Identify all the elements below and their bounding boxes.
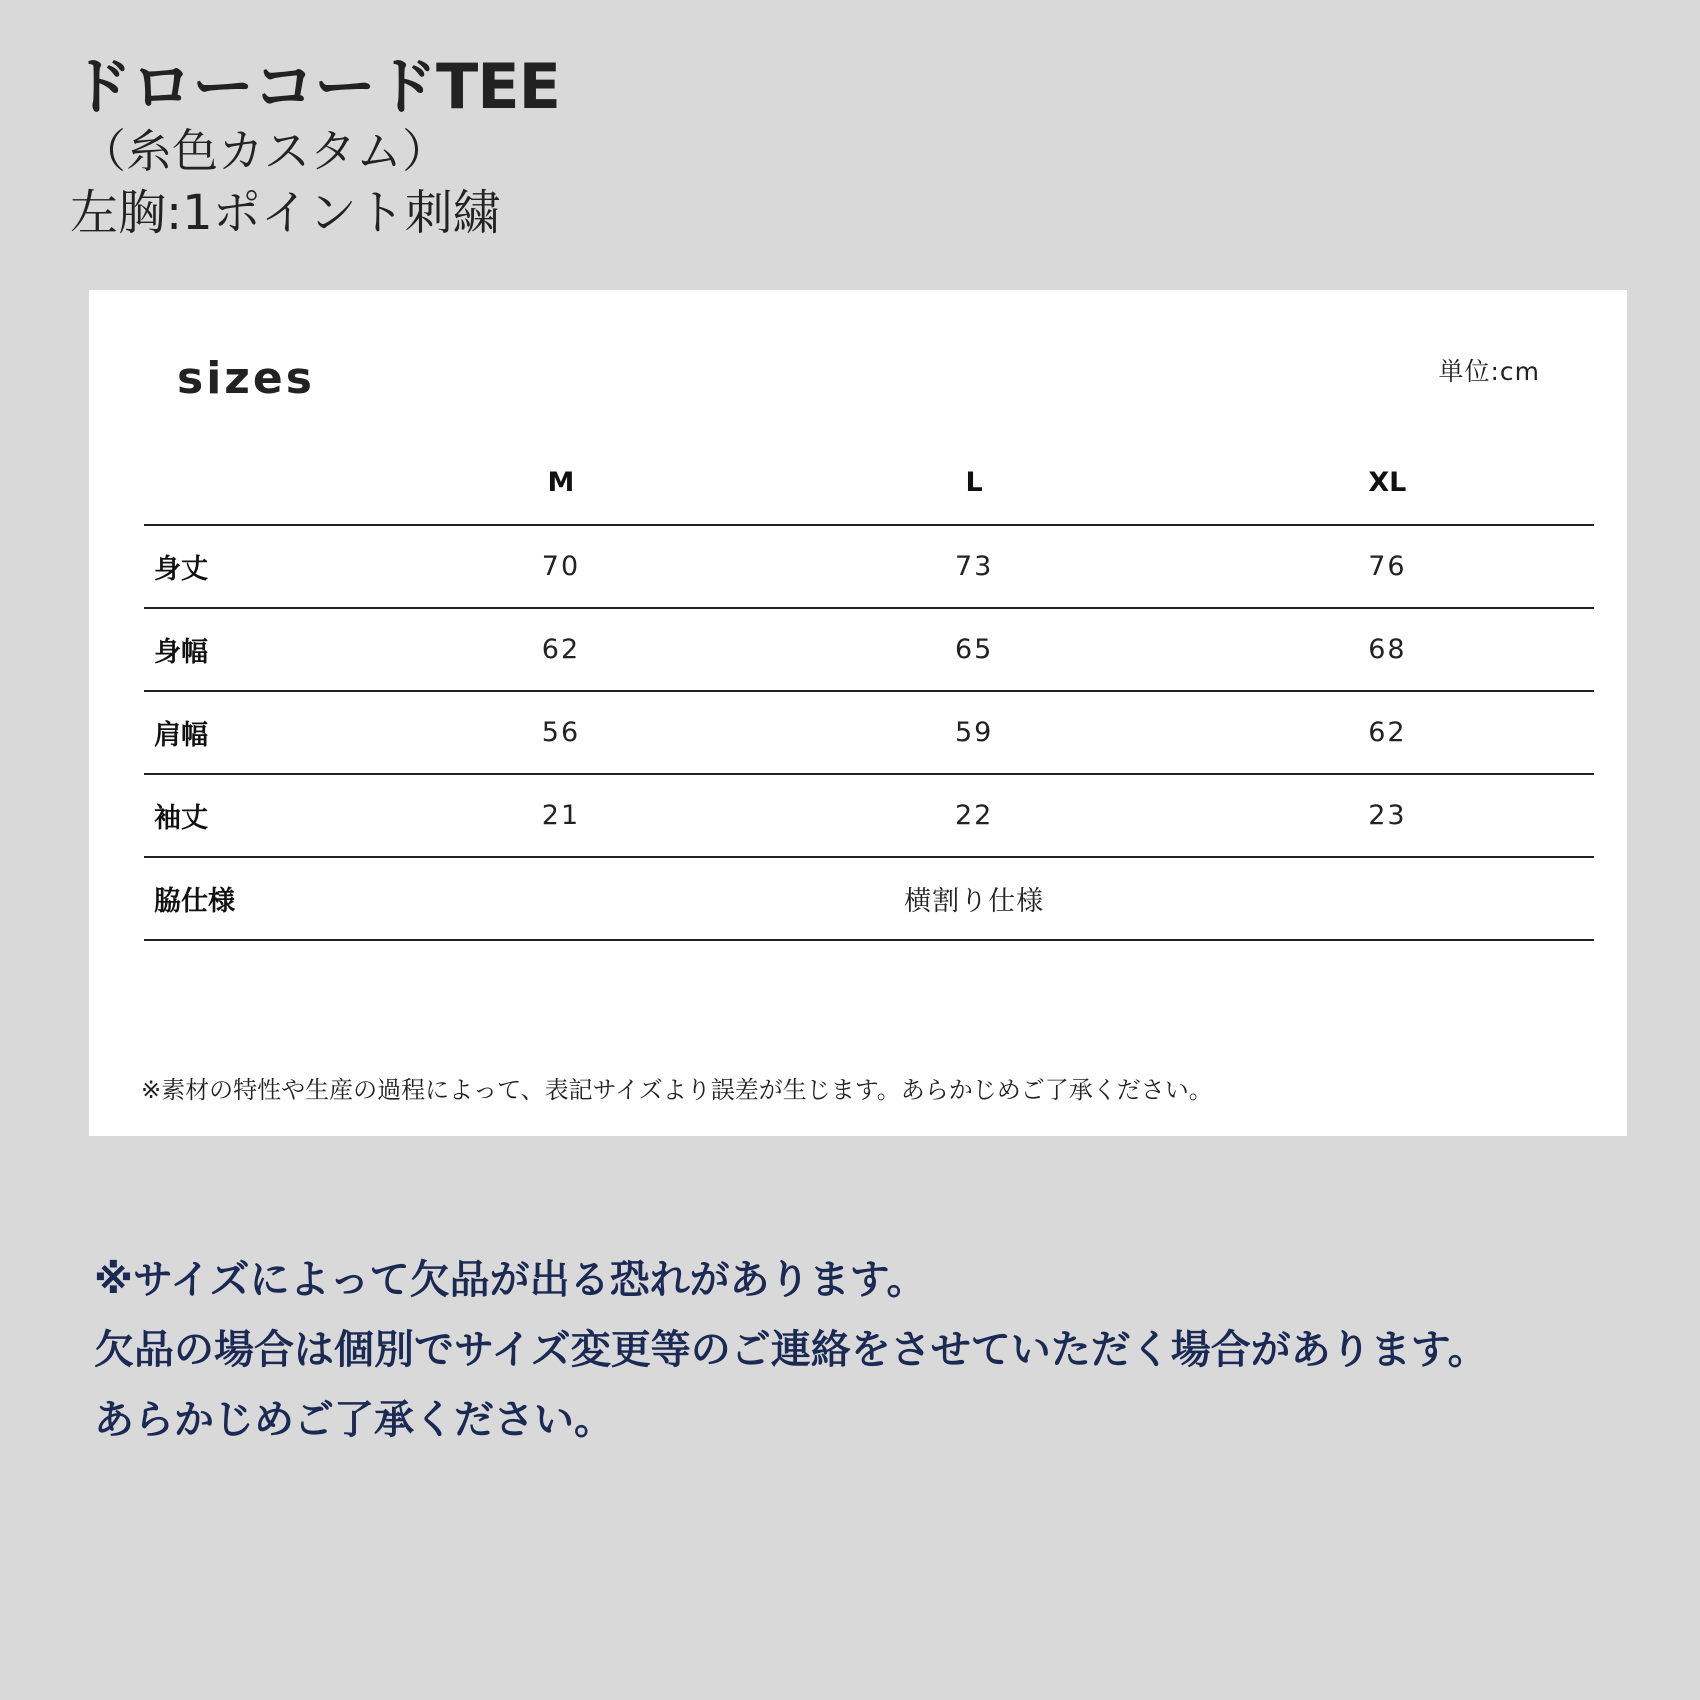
row-label: 身幅 (144, 608, 354, 691)
cell-value: 68 (1181, 608, 1594, 691)
column-header-blank (144, 440, 354, 525)
sizes-heading: sizes (177, 353, 315, 404)
row-label: 身丈 (144, 525, 354, 608)
cell-value: 73 (768, 525, 1181, 608)
column-header-m: M (354, 440, 767, 525)
cell-value: 70 (354, 525, 767, 608)
cell-value: 56 (354, 691, 767, 774)
table-row-shoulder-width (144, 691, 1594, 774)
embroidery-placement: 左胸:1ポイント刺繍 (70, 185, 501, 241)
size-chart-card (89, 290, 1627, 1136)
unit-label: 単位:cm (1438, 357, 1540, 386)
product-subtitle: （糸色カスタム） (80, 124, 448, 178)
cell-value: 62 (1181, 691, 1594, 774)
table-row-side-spec (144, 857, 1594, 940)
product-header (70, 52, 770, 244)
notice-line: ※サイズによって欠品が出る恐れがあります。 (94, 1257, 927, 1303)
cell-value: 21 (354, 774, 767, 857)
stock-notice (94, 1245, 1684, 1455)
column-header-l: L (768, 440, 1181, 525)
cell-value: 65 (768, 608, 1181, 691)
side-spec-value: 横割り仕様 (354, 857, 1594, 940)
notice-line: 欠品の場合は個別でサイズ変更等のご連絡をさせていただく場合があります。 (94, 1327, 1488, 1373)
cell-value: 59 (768, 691, 1181, 774)
size-table (144, 440, 1594, 941)
size-disclaimer: ※素材の特性や生産の過程によって、表記サイズより誤差が生じます。あらかじめご了承ください。 (141, 1076, 1213, 1104)
table-row-body-length (144, 525, 1594, 608)
table-row-sleeve-length (144, 774, 1594, 857)
cell-value: 23 (1181, 774, 1594, 857)
row-label: 袖丈 (144, 774, 354, 857)
cell-value: 76 (1181, 525, 1594, 608)
cell-value: 22 (768, 774, 1181, 857)
cell-value: 62 (354, 608, 767, 691)
table-header-row (144, 440, 1594, 525)
notice-line: あらかじめご了承ください。 (94, 1397, 614, 1443)
row-label: 肩幅 (144, 691, 354, 774)
row-label: 脇仕様 (144, 857, 354, 940)
table-row-body-width (144, 608, 1594, 691)
product-title: ドローコードTEE (70, 50, 560, 123)
column-header-xl: XL (1181, 440, 1594, 525)
